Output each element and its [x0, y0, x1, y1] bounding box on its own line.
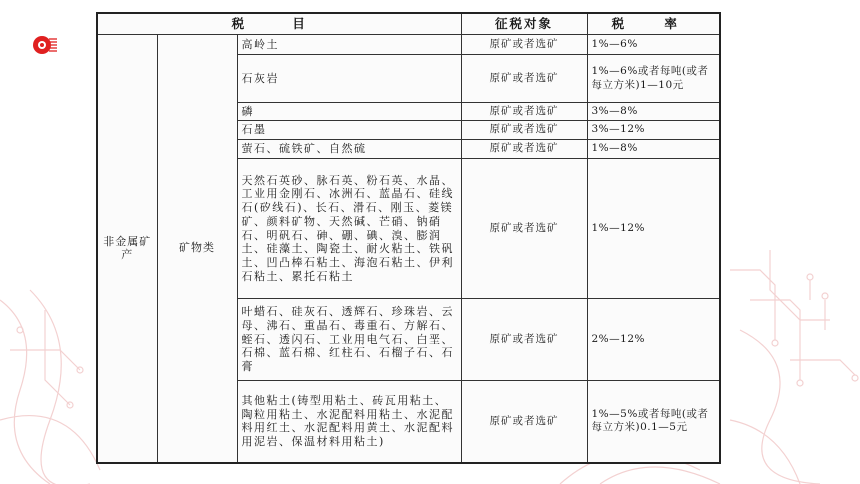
item-object: 原矿或者选矿	[461, 121, 587, 140]
item-name: 天然石英砂、脉石英、粉石英、水晶、工业用金刚石、冰洲石、蓝晶石、硅线石(矽线石)、长石、滑石、刚玉、菱镁矿、颜料矿物、天然碱、芒硝、钠硝石、明矾石、砷、硼、碘、溴、膨润土、硅藻土、陶瓷土、耐火粘土、铁矾土、凹凸棒石粘土、海泡石粘土、伊利石粘土、累托石粘土	[237, 159, 461, 299]
item-name: 萤石、硫铁矿、自然硫	[237, 140, 461, 159]
logo-icon	[32, 35, 58, 55]
item-rate: 2%—12%	[587, 299, 720, 381]
table-row	[97, 35, 720, 55]
item-object: 原矿或者选矿	[461, 140, 587, 159]
item-rate: 3%—12%	[587, 121, 720, 140]
subcategory-cell: 矿物类	[157, 35, 237, 463]
header-tax-object: 征税对象	[461, 13, 587, 35]
item-name: 其他粘土(铸型用粘土、砖瓦用粘土、陶粒用粘土、水泥配料用粘土、水泥配料用红土、水泥配料用黄土、水泥配料用泥岩、保温材料用粘土)	[237, 381, 461, 463]
item-rate: 1%—12%	[587, 159, 720, 299]
item-object: 原矿或者选矿	[461, 381, 587, 463]
header-tax-item: 税 目	[97, 13, 461, 35]
item-object: 原矿或者选矿	[461, 103, 587, 121]
item-rate: 1%—5%或者每吨(或者每立方米)0.1—5元	[587, 381, 720, 463]
item-name: 石墨	[237, 121, 461, 140]
item-rate: 1%—8%	[587, 140, 720, 159]
item-name: 磷	[237, 103, 461, 121]
item-rate: 3%—8%	[587, 103, 720, 121]
header-tax-rate: 税 率	[587, 13, 720, 35]
item-name: 高岭土	[237, 35, 461, 55]
item-object: 原矿或者选矿	[461, 55, 587, 103]
table-header-row	[97, 13, 720, 35]
item-object: 原矿或者选矿	[461, 299, 587, 381]
category-cell: 非金属矿产	[97, 35, 157, 463]
item-rate: 1%—6%	[587, 35, 720, 55]
item-rate: 1%—6%或者每吨(或者每立方米)1—10元	[587, 55, 720, 103]
item-object: 原矿或者选矿	[461, 159, 587, 299]
item-object: 原矿或者选矿	[461, 35, 587, 55]
item-name: 叶蜡石、硅灰石、透辉石、珍珠岩、云母、沸石、重晶石、毒重石、方解石、蛭石、透闪石、工业用电气石、白垩、石棉、蓝石棉、红柱石、石榴子石、石膏	[237, 299, 461, 381]
tax-rate-table	[96, 12, 721, 464]
item-name: 石灰岩	[237, 55, 461, 103]
